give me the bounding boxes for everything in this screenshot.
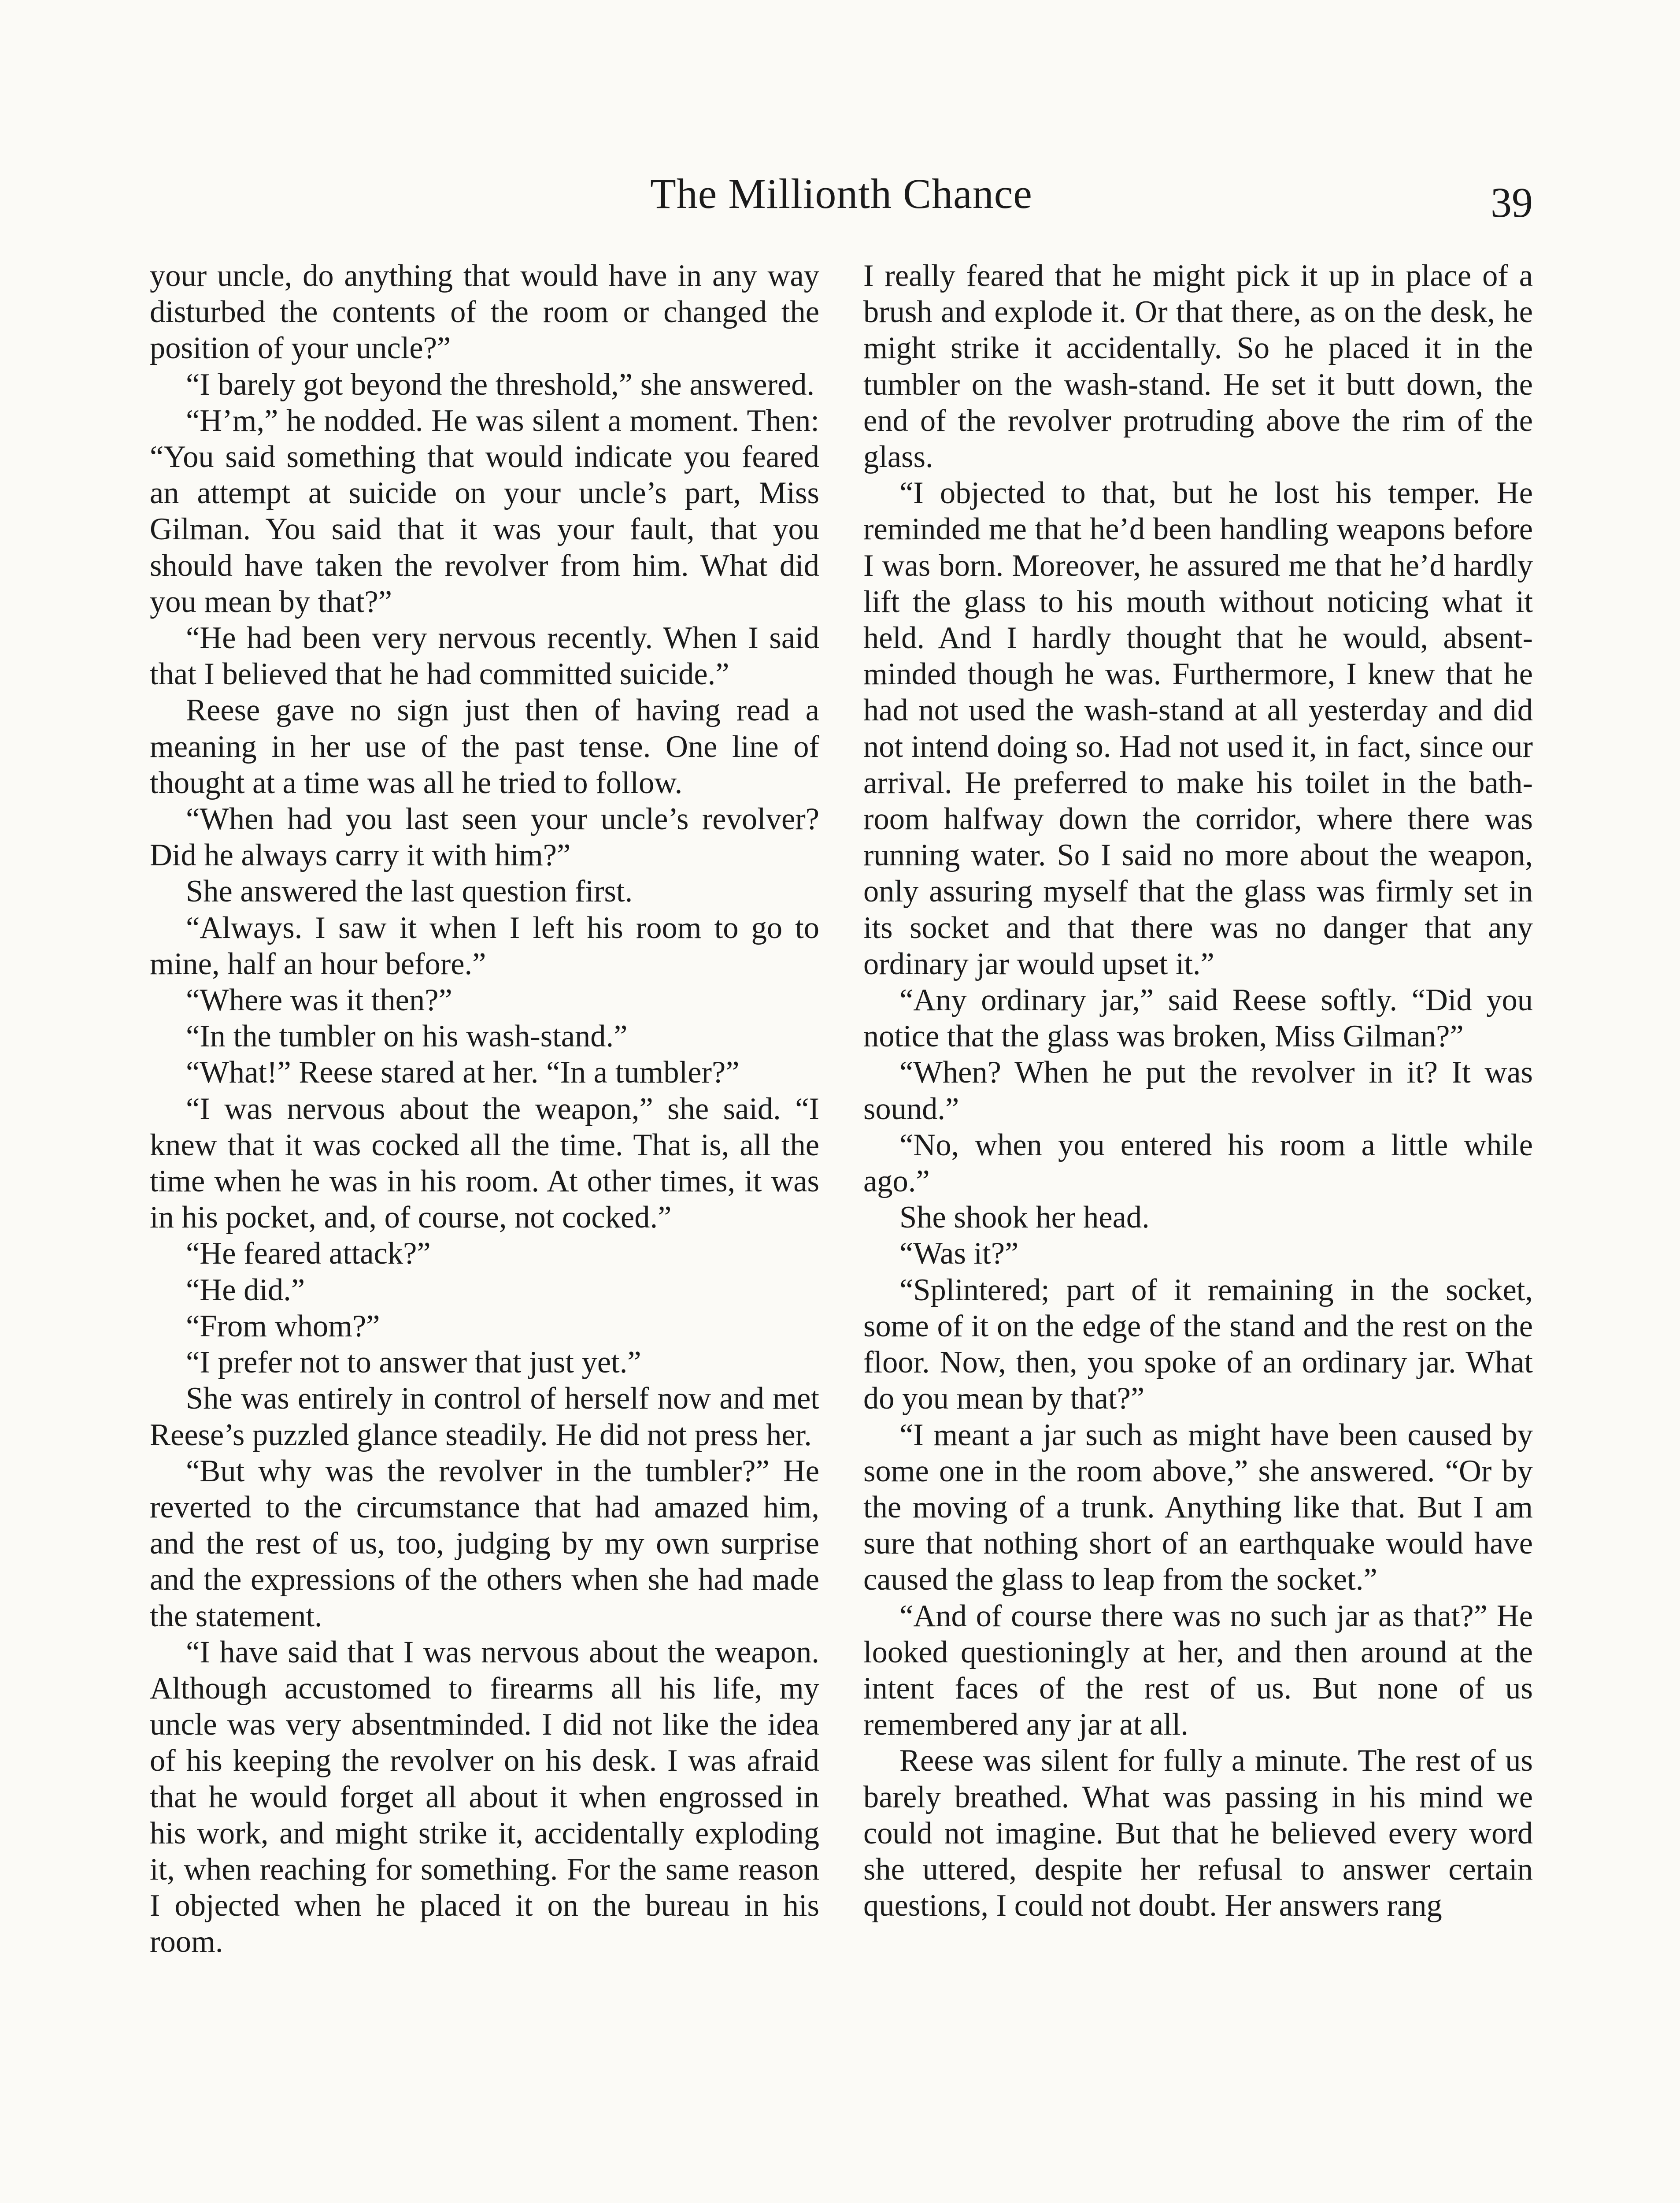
paragraph: “Always. I saw it when I left his room to go to mine, half an hour before.”	[150, 910, 819, 981]
paragraph: “From whom?”	[186, 1309, 380, 1343]
running-title: The Millionth Chance	[650, 170, 1032, 217]
paragraph: Reese was silent for fully a minute. The rest of us barely breathed. What was passing in his mind we could not imagine. But that he believed every word she uttered, despite her refusal to answer certain questions, I could not doubt. Her answers rang	[863, 1743, 1533, 1923]
left-column	[150, 258, 819, 1960]
paragraph: “When? When he put the revolver in it? It was sound.”	[863, 1055, 1533, 1126]
paragraph: “Splintered; part of it remaining in the socket, some of it on the edge of the stand and the rest on the floor. Now, then, you spoke of an ordinary jar. What do you mean by that?”	[863, 1272, 1533, 1416]
running-head	[150, 163, 1533, 225]
paragraph: “H’m,” he nodded. He was silent a moment. Then: “You said something that would indicate you feared an attempt at suicide on your uncle’s part, Miss Gilman. You said that it was your fault, that you should have taken the revolver from him. What did you mean by that?”	[150, 403, 819, 619]
paragraph: “When had you last seen your uncle’s revolver? Did he always carry it with him?”	[150, 802, 819, 873]
paragraph: She shook her head.	[899, 1200, 1150, 1235]
paragraph: She was entirely in control of herself now and met Reese’s puzzled glance steadily. He did not press her.	[150, 1381, 819, 1452]
paragraph: She answered the last question first.	[186, 874, 633, 909]
paragraph: Reese gave no sign just then of having read a meaning in her use of the past tense. One line of thought at a time was all he tried to follow.	[150, 693, 819, 800]
paragraph: “He did.”	[186, 1272, 305, 1307]
paragraph: “I meant a jar such as might have been caused by some one in the room above,” she answered. “Or by the moving of a trunk. Anything like that. But I am sure that nothing short of an earthquake would have caused the glass to leap from the socket.”	[863, 1417, 1533, 1597]
paragraph: “I objected to that, but he lost his temper. He reminded me that he’d been handling weapons before I was born. Moreover, he assured me that he’d hardly lift the glass to his mouth without noticing what it held. And I hardly thought that he would, absent-minded though he was. Furthermore, I knew that he had not used the wash-stand at all yesterday and did not intend doing so. Had not used it, in fact, since our arrival. He preferred to make his toilet in the bath-room halfway down the corridor, where there was running water. So I said no more about the weapon, only assuring myself that the glass was firmly set in its socket and that there was no danger that any ordinary jar would upset it.”	[863, 476, 1533, 981]
paragraph: “I was nervous about the weapon,” she said. “I knew that it was cocked all the time. That is, all the time when he was in his room. At other times, it was in his pocket, and, of course, not cocked.”	[150, 1091, 819, 1235]
paragraph: “And of course there was no such jar as that?” He looked questioningly at her, and then around at the intent faces of the rest of us. But none of us remembered any jar at all.	[863, 1598, 1533, 1742]
paragraph: “He feared attack?”	[186, 1236, 431, 1271]
paragraph: “Was it?”	[899, 1236, 1019, 1271]
paragraph: “Where was it then?”	[186, 983, 452, 1018]
paragraph: “But why was the revolver in the tumbler?” He reverted to the circumstance that had amazed him, and the rest of us, too, judging by my own surprise and the expressions of the others when she had made the statement.	[150, 1454, 819, 1633]
paragraph: your uncle, do anything that would have in any way disturbed the contents of the room or changed the position of your uncle?”	[150, 259, 819, 366]
paragraph: “I have said that I was nervous about the weapon. Although accustomed to firearms all his life, my uncle was very absentminded. I did not like the idea of his keeping the revolver on his desk. I was afraid that he would forget all about it when engrossed in his work, and might strike it, accidentally exploding it, when reaching for something. For the same reason I objected when he placed it on the bureau in his room.	[150, 1635, 819, 1959]
paragraph: “He had been very nervous recently. When I said that I believed that he had committed suicide.”	[150, 621, 819, 692]
paragraph: “I prefer not to answer that just yet.”	[186, 1345, 641, 1380]
paragraph: I really feared that he might pick it up in place of a brush and explode it. Or that there, as on the desk, he might strike it accidentally. So he placed it in the tumbler on the wash-stand. He set it butt down, the end of the revolver protruding above the rim of the glass.	[863, 259, 1533, 475]
paragraph: “Any ordinary jar,” said Reese softly. “Did you notice that the glass was broken, Miss Gilman?”	[863, 983, 1533, 1054]
right-column	[863, 258, 1533, 1924]
paragraph: “In the tumbler on his wash-stand.”	[186, 1019, 628, 1054]
paragraph: “I barely got beyond the threshold,” she answered.	[186, 367, 815, 402]
paragraph: “No, when you entered his room a little while ago.”	[863, 1127, 1533, 1199]
page-number: 39	[1491, 179, 1533, 226]
paragraph: “What!” Reese stared at her. “In a tumbler?”	[186, 1055, 740, 1090]
